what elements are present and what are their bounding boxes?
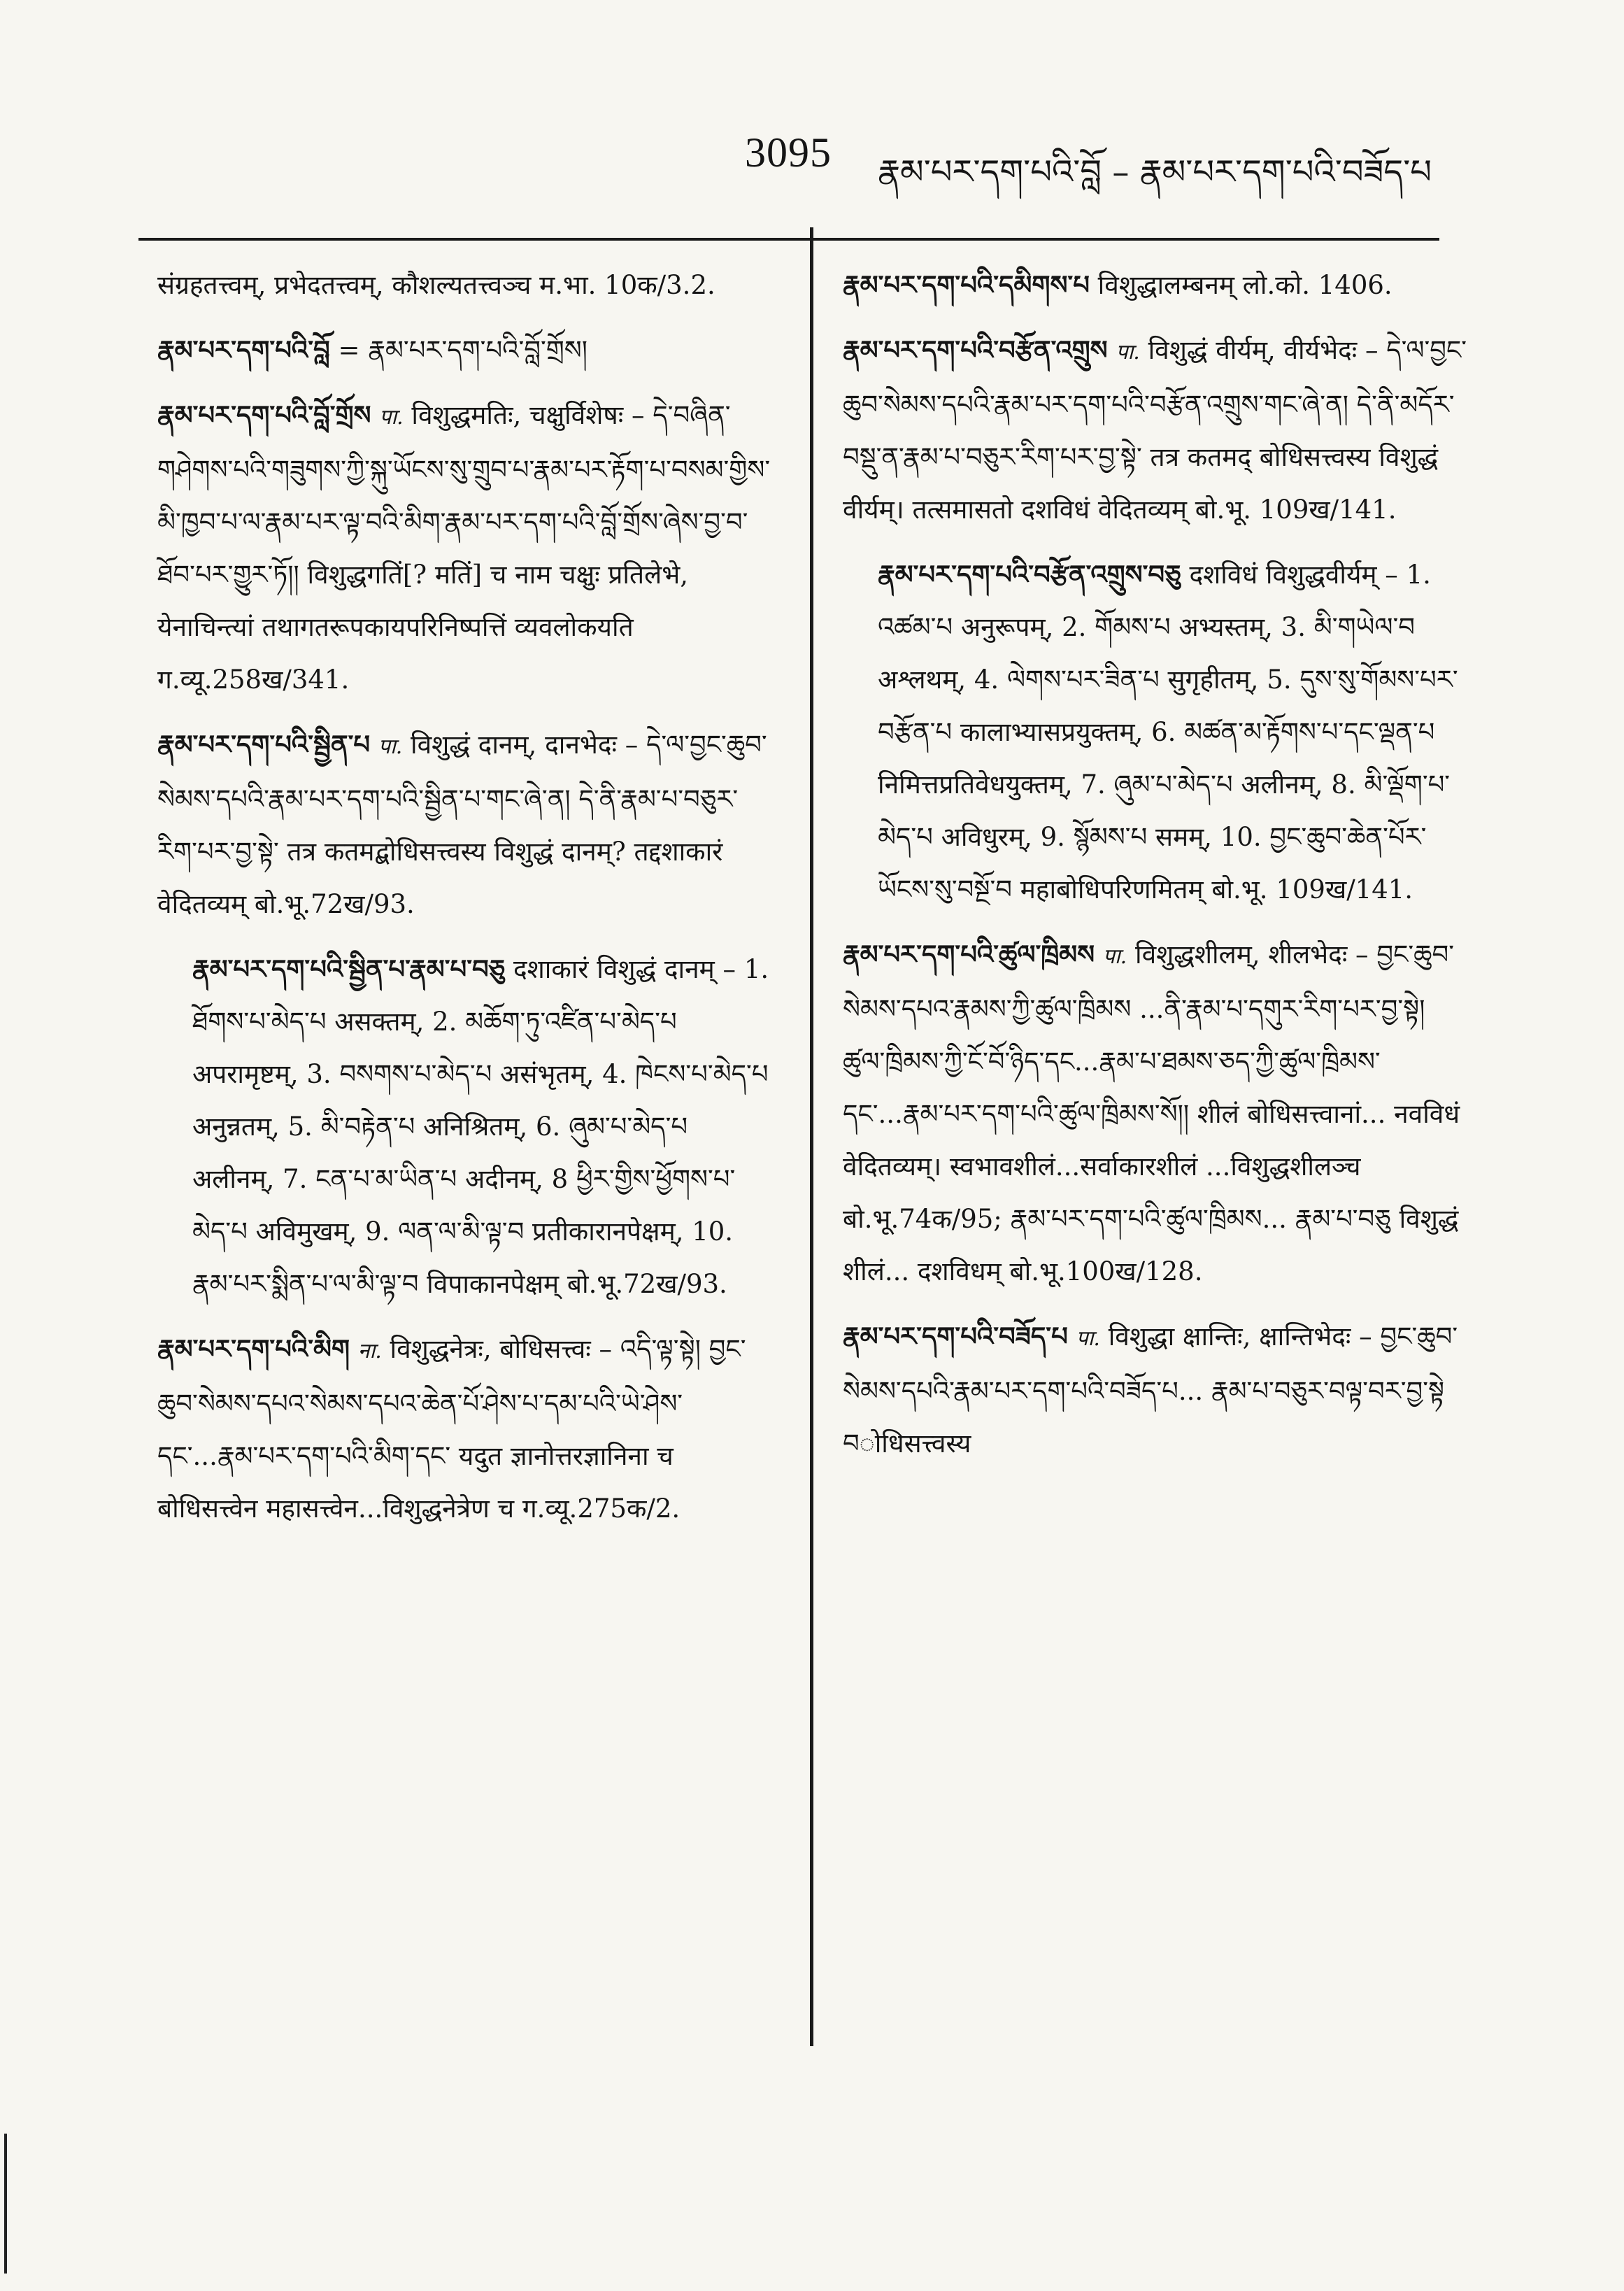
page-header (0, 119, 1624, 196)
header-rule (138, 238, 1439, 241)
right-column (843, 259, 1472, 1482)
headword: རྣམ་པར་དག་པའི་དམིགས་པ (843, 269, 1090, 300)
dictionary-entry (157, 389, 773, 706)
headword: རྣམ་པར་དག་པའི་མིག (157, 1333, 350, 1364)
sub-entry (843, 548, 1472, 916)
grammar-label: ना. (357, 1339, 382, 1363)
grammar-label: पा. (1116, 340, 1140, 364)
grammar-label: पा. (379, 405, 404, 430)
dictionary-entry (157, 324, 773, 376)
sub-entry (157, 943, 773, 1310)
definition: दशाकारं विशुद्धं दानम् – 1. ཐོགས་པ་མེད་པ असक्तम्, 2. མཆོག་ཏུ་འཛིན་པ་མེད་པ अपरामृष्टम्, 3. བསགས་པ་མེད་པ असंभृतम्, 4. ཁེངས་པ་མེད་པ अनुन्नतम्, 5. མི་བརྟེན་པ अनिश्रितम्, 6. ཞུམ་པ་མེད་པ अलीनम्, 7. ངན་པ་མ་ཡིན་པ अदीनम्, 8 ཕྱིར་གྱིས་ཕྱོགས་པ་མེད་པ अविमुखम्, 9. ལན་ལ་མི་ལྟ་བ प्रतीकारानपेक्षम्, 10. རྣམ་པར་སྨིན་པ་ལ་མི་ལྟ་བ विपाकानपेक्षम् बो.भू.72ख/93. (192, 954, 769, 1299)
running-title: རྣམ་པར་དག་པའི་བློ – རྣམ་པར་དག་པའི་བཟོད་པ (878, 153, 1432, 192)
continued-text (157, 259, 773, 311)
grammar-label: पा. (1102, 944, 1127, 969)
definition: विशुद्धशीलम्, शीलभेदः – བྱང་ཆུབ་སེམས་དཔའ་རྣམས་ཀྱི་ཚུལ་ཁྲིམས ...ནི་རྣམ་པ་དགུར་རིག་པར་བྱ་སྟེ། ཚུལ་ཁྲིམས་ཀྱི་ངོ་བོ་ཉིད་དང...རྣམ་པ་ཐམས་ཅད་ཀྱི་ཚུལ་ཁྲིམས་དང་...རྣམ་པར་དག་པའི་ཚུལ་ཁྲིམས་སོ།། शीलं बोधिसत्त्वानां... नवविधं वेदितव्यम्। स्वभावशीलं...सर्वाकारशीलं ...विशुद्धशीलञ्च बो.भू.74क/95; རྣམ་པར་དག་པའི་ཚུལ་ཁྲིམས... རྣམ་པ་བཅུ विशुद्धं शीलं... दशविधम् बो.भू.100ख/128. (843, 939, 1460, 1286)
headword: རྣམ་པར་དག་པའི་བརྩོན་འགྲུས (843, 334, 1108, 365)
definition: दशविधं विशुद्धवीर्यम् – 1. འཚམ་པ अनुरूपम्, 2. གོམས་པ अभ्यस्तम्, 3. མི་གཡེལ་བ अश्लथम्, 4. ལེགས་པར་ཟིན་པ सुगृहीतम्, 5. དུས་སུ་གོམས་པར་བརྩོན་པ कालाभ्यासप्रयुक्तम्, 6. མཚན་མ་རྟོགས་པ་དང་ལྡན་པ निमित्तप्रतिवेधयुक्तम्, 7. ཞུམ་པ་མེད་པ अलीनम्, 8. མི་ལྡོག་པ་མེད་པ अविधुरम्, 9. སྙོམས་པ समम्, 10. བྱང་ཆུབ་ཆེན་པོར་ཡོངས་སུ་བསྔོ་བ महाबोधिपरिणमितम् बो.भू. 109ख/141. (878, 560, 1458, 905)
dictionary-entry (157, 718, 773, 930)
entry-text: संग्रहतत्त्वम्, प्रभेदतत्त्वम्, कौशल्यतत्त्वञ्च म.भा. 10क/3.2. (157, 270, 715, 300)
dictionary-entry (843, 928, 1472, 1298)
dictionary-entry (843, 259, 1472, 311)
left-column (157, 259, 773, 1547)
definition: विशुद्धनेत्रः, बोधिसत्त्वः – འདི་ལྟ་སྟེ། བྱང་ཆུབ་སེམས་དཔའ་སེམས་དཔའ་ཆེན་པོ་ཤེས་པ་དམ་པའི་ཡེ་ཤེས་དང་...རྣམ་པར་དག་པའི་མིག་དང་ यदुत ज्ञानोत्तरज्ञानिना च बोधिसत्त्वेन महासत्त्वेन...विशुद्धनेत्रेण च ग.व्यू.275क/2. (157, 1334, 746, 1524)
page-number: 3095 (745, 129, 832, 176)
column-divider (810, 227, 813, 2046)
headword: རྣམ་པར་དག་པའི་བློ (157, 334, 330, 365)
definition: विशुद्धा क्षान्तिः, क्षान्तिभेदः – བྱང་ཆུབ་སེམས་དཔའི་རྣམ་པར་དག་པའི་བཟོད་པ... རྣམ་པ་བཅུར་བལྟ་བར་བྱ་སྟེ བोधिसत्त्वस्य (843, 1321, 1458, 1459)
margin-mark (4, 2134, 7, 2274)
definition: = རྣམ་པར་དག་པའི་བློ་གྲོས། (338, 335, 587, 365)
dictionary-entry (843, 1310, 1472, 1470)
headword: རྣམ་པར་དག་པའི་བརྩོན་འགྲུས་བཅུ (878, 559, 1181, 590)
headword: རྣམ་པར་དག་པའི་བཟོད་པ (843, 1321, 1068, 1352)
definition: विशुद्धालम्बनम् लो.को. 1406. (1097, 270, 1392, 300)
definition: विशुद्धं दानम्, दानभेदः – དེ་ལ་བྱང་ཆུབ་སེམས་དཔའི་རྣམ་པར་དག་པའི་སྦྱིན་པ་གང་ཞེ་ན། དེ་ནི་རྣམ་པ་བཅུར་རིག་པར་བྱ་སྟེ་ तत्र कतमद्बोधिसत्त्वस्य विशुद्धं दानम्? तद्दशाकारं वेदितव्यम् बो.भू.72ख/93. (157, 730, 767, 919)
grammar-label: पा. (1076, 1326, 1100, 1351)
definition: विशुद्धं वीर्यम्, वीर्यभेदः – དེ་ལ་བྱང་ཆུབ་སེམས་དཔའི་རྣམ་པར་དག་པའི་བརྩོན་འགྲུས་གང་ཞེ་ན། དེ་ནི་མདོར་བསྡུ་ན་རྣམ་པ་བཅུར་རིག་པར་བྱ་སྟེ་ तत्र कतमद् बोधिसत्त्वस्य विशुद्धं वीर्यम्। तत्समासतो दशविधं वेदितव्यम् बो.भू. 109ख/141. (843, 335, 1467, 525)
grammar-label: पा. (378, 735, 403, 759)
dictionary-entry (157, 1323, 773, 1535)
definition: विशुद्धमतिः, चक्षुर्विशेषः – དེ་བཞིན་གཤེགས་པའི་གཟུགས་ཀྱི་སྐུ་ཡོངས་སུ་གྲུབ་པ་རྣམ་པར་རྟོག་པ་བསམ་གྱིས་མི་ཁྱབ་པ་ལ་རྣམ་པར་ལྟ་བའི་མིག་རྣམ་པར་དག་པའི་བློ་གྲོས་ཞེས་བྱ་བ་ཐོབ་པར་གྱུར་ཏོ།། विशुद्धगतिं[? मतिं] च नाम चक्षुः प्रतिलेभे, येनाचिन्त्यां तथागतरूपकायपरिनिष्पत्तिं व्यवलोकयति ग.व्यू.258ख/341. (157, 400, 771, 695)
headword: རྣམ་པར་དག་པའི་སྦྱིན་པ་རྣམ་པ་བཅུ (192, 953, 506, 984)
headword: རྣམ་པར་དག་པའི་བློ་གྲོས (157, 399, 371, 430)
headword: རྣམ་པར་དག་པའི་སྦྱིན་པ (157, 729, 371, 760)
headword: རྣམ་པར་དག་པའི་ཚུལ་ཁྲིམས (843, 939, 1095, 970)
dictionary-entry (843, 324, 1472, 536)
